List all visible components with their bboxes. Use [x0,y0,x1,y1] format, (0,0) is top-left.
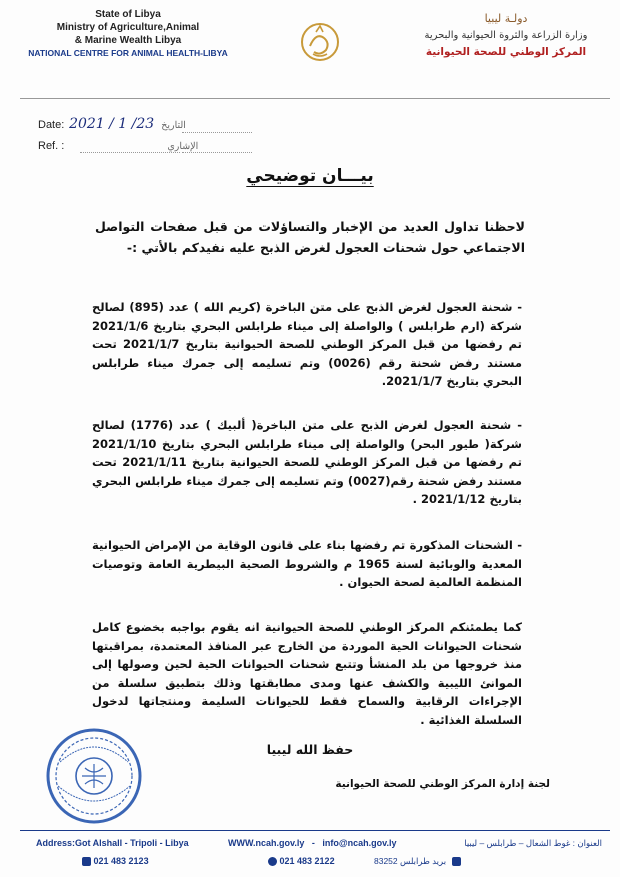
header-en-state: State of Libya [95,9,161,20]
reassurance-paragraph: كما يطمئنكم المركز الوطني للصحة الحيوانية انه يقوم بواجبه بخضوع كامل شحنات الحيوانات الحية الموردة من الخارج عبر المنافذ المعتمدة، بمراقبتها منذ خروجها من بلد المنشأ وتتبع شحنات الحيوانات الحية لحين وصولها إلى الموانئ الليبية والكشف عنها ومدى مطابقتها وذلك بتطبيق سلسلة من الإجراءات الرقابية والسماح فقط للحيوانات السليمة ومنتجاتها لدخول السلسلة الغذائية . [92,620,522,727]
phone-icon [268,857,277,866]
footer-fax [78,856,149,866]
header-en-centre: NATIONAL CENTRE FOR ANIMAL HEALTH-LIBYA [28,48,228,58]
fax-icon [82,857,91,866]
header-ar-ministry: وزارة الزراعة والثروة الحيوانية والبحرية [424,30,588,41]
header-english [18,8,238,60]
ref-dotline [80,152,180,153]
date-dotline [182,132,252,133]
footer-po-box-text: بريد طرابلس 83252 [374,856,447,866]
footer-website[interactable]: WWW.ncah.gov.ly [228,838,305,848]
ref-label-ar: الإشاري [167,141,199,152]
footer [0,830,620,877]
signature-line: لجنة إدارة المركز الوطني للصحة الحيوانية [335,778,550,790]
ncah-logo-icon [280,6,346,82]
footer-address-en: Address:Got Alshall - Tripoli - Libya [36,838,189,848]
legal-basis-paragraph: - الشحنات المذكورة تم رفضها بناء على قانون الوقاية من الإمراض الحيوانية المعدية والوبائية لسنة 1965 م والشروط الصحية البيطرية العامة وتوصيات المنظمة العالمية لصحة الحيوان . [92,538,522,589]
footer-phone [264,856,335,866]
shipment-2-paragraph: - شحنة العجول لغرض الذبح على متن الباخرة( ألبيك ) عدد (1776) لصالح شركة( طيور البحر) والواصلة إلى ميناء طرابلس البحري بتاريخ 2021/1/10 تم رفضها من قبل المركز الوطني للصحة الحيوانية بتاريخ 2021/1/11 تحت مستند رفض شحنة رقم(0027) وتم تسليمه إلى جمرك ميناء طرابلس البحري بتاريخ 2021/1/12 . [92,418,523,506]
closing-line: حفظ الله ليبيا [266,742,354,757]
document-title: بيـــان توضيحي [246,166,374,186]
date-value: 2021 / 1 /23 [69,116,155,132]
date-label: Date: [38,119,65,131]
footer-fax-number: 021 483 2123 [93,856,149,866]
footer-separator: - [306,838,320,848]
ref-dotline-2 [182,152,252,153]
official-stamp-icon [44,726,144,826]
header-en-wealth: & Marine Wealth Libya [74,35,182,46]
header-ar-centre: المركز الوطني للصحة الحيوانية [425,46,587,58]
header-en-ministry: Ministry of Agriculture,Animal [56,22,200,33]
ref-label: Ref. : [38,140,65,152]
header-divider [20,98,610,99]
footer-po-box [374,856,461,867]
shipment-1-paragraph: - شحنة العجول لغرض الذبح على متن الباخرة (كريم الله ) عدد (895) لصالح شركة (ارم طرابلس ) والواصلة إلى ميناء طرابلس البحري بتاريخ 2021/1/6 تم رفضها من قبل المركز الوطني للصحة الحيوانية بتاريخ 2021/1/7 تحت مستند رفض شحنة رقم (0026) وتم تسليمه إلى جمرك ميناء طرابلس البحري بتاريخ 2021/1/7. [92,300,522,388]
intro-paragraph: لاحظنا تداول العديد من الإخبار والتساؤلات من قبل صفحات التواصل الاجتماعي حول شحنات العجول لغرض الذبح عليه نفيدكم بالأتي :- [95,219,525,255]
footer-email[interactable]: info@ncah.gov.ly [322,838,397,848]
date-row [38,116,186,132]
footer-contact [228,838,397,848]
ref-row [38,140,198,152]
header-ar-state: دولـة ليبيا [484,12,528,25]
header-arabic [406,10,606,61]
mailbox-icon [452,857,461,866]
date-label-ar: التاريخ [161,120,186,131]
footer-divider [20,830,610,831]
footer-address-ar: العنوان : غوط الشعال – طرابلس – ليبيا [464,838,602,848]
footer-phone-number: 021 483 2122 [279,856,335,866]
